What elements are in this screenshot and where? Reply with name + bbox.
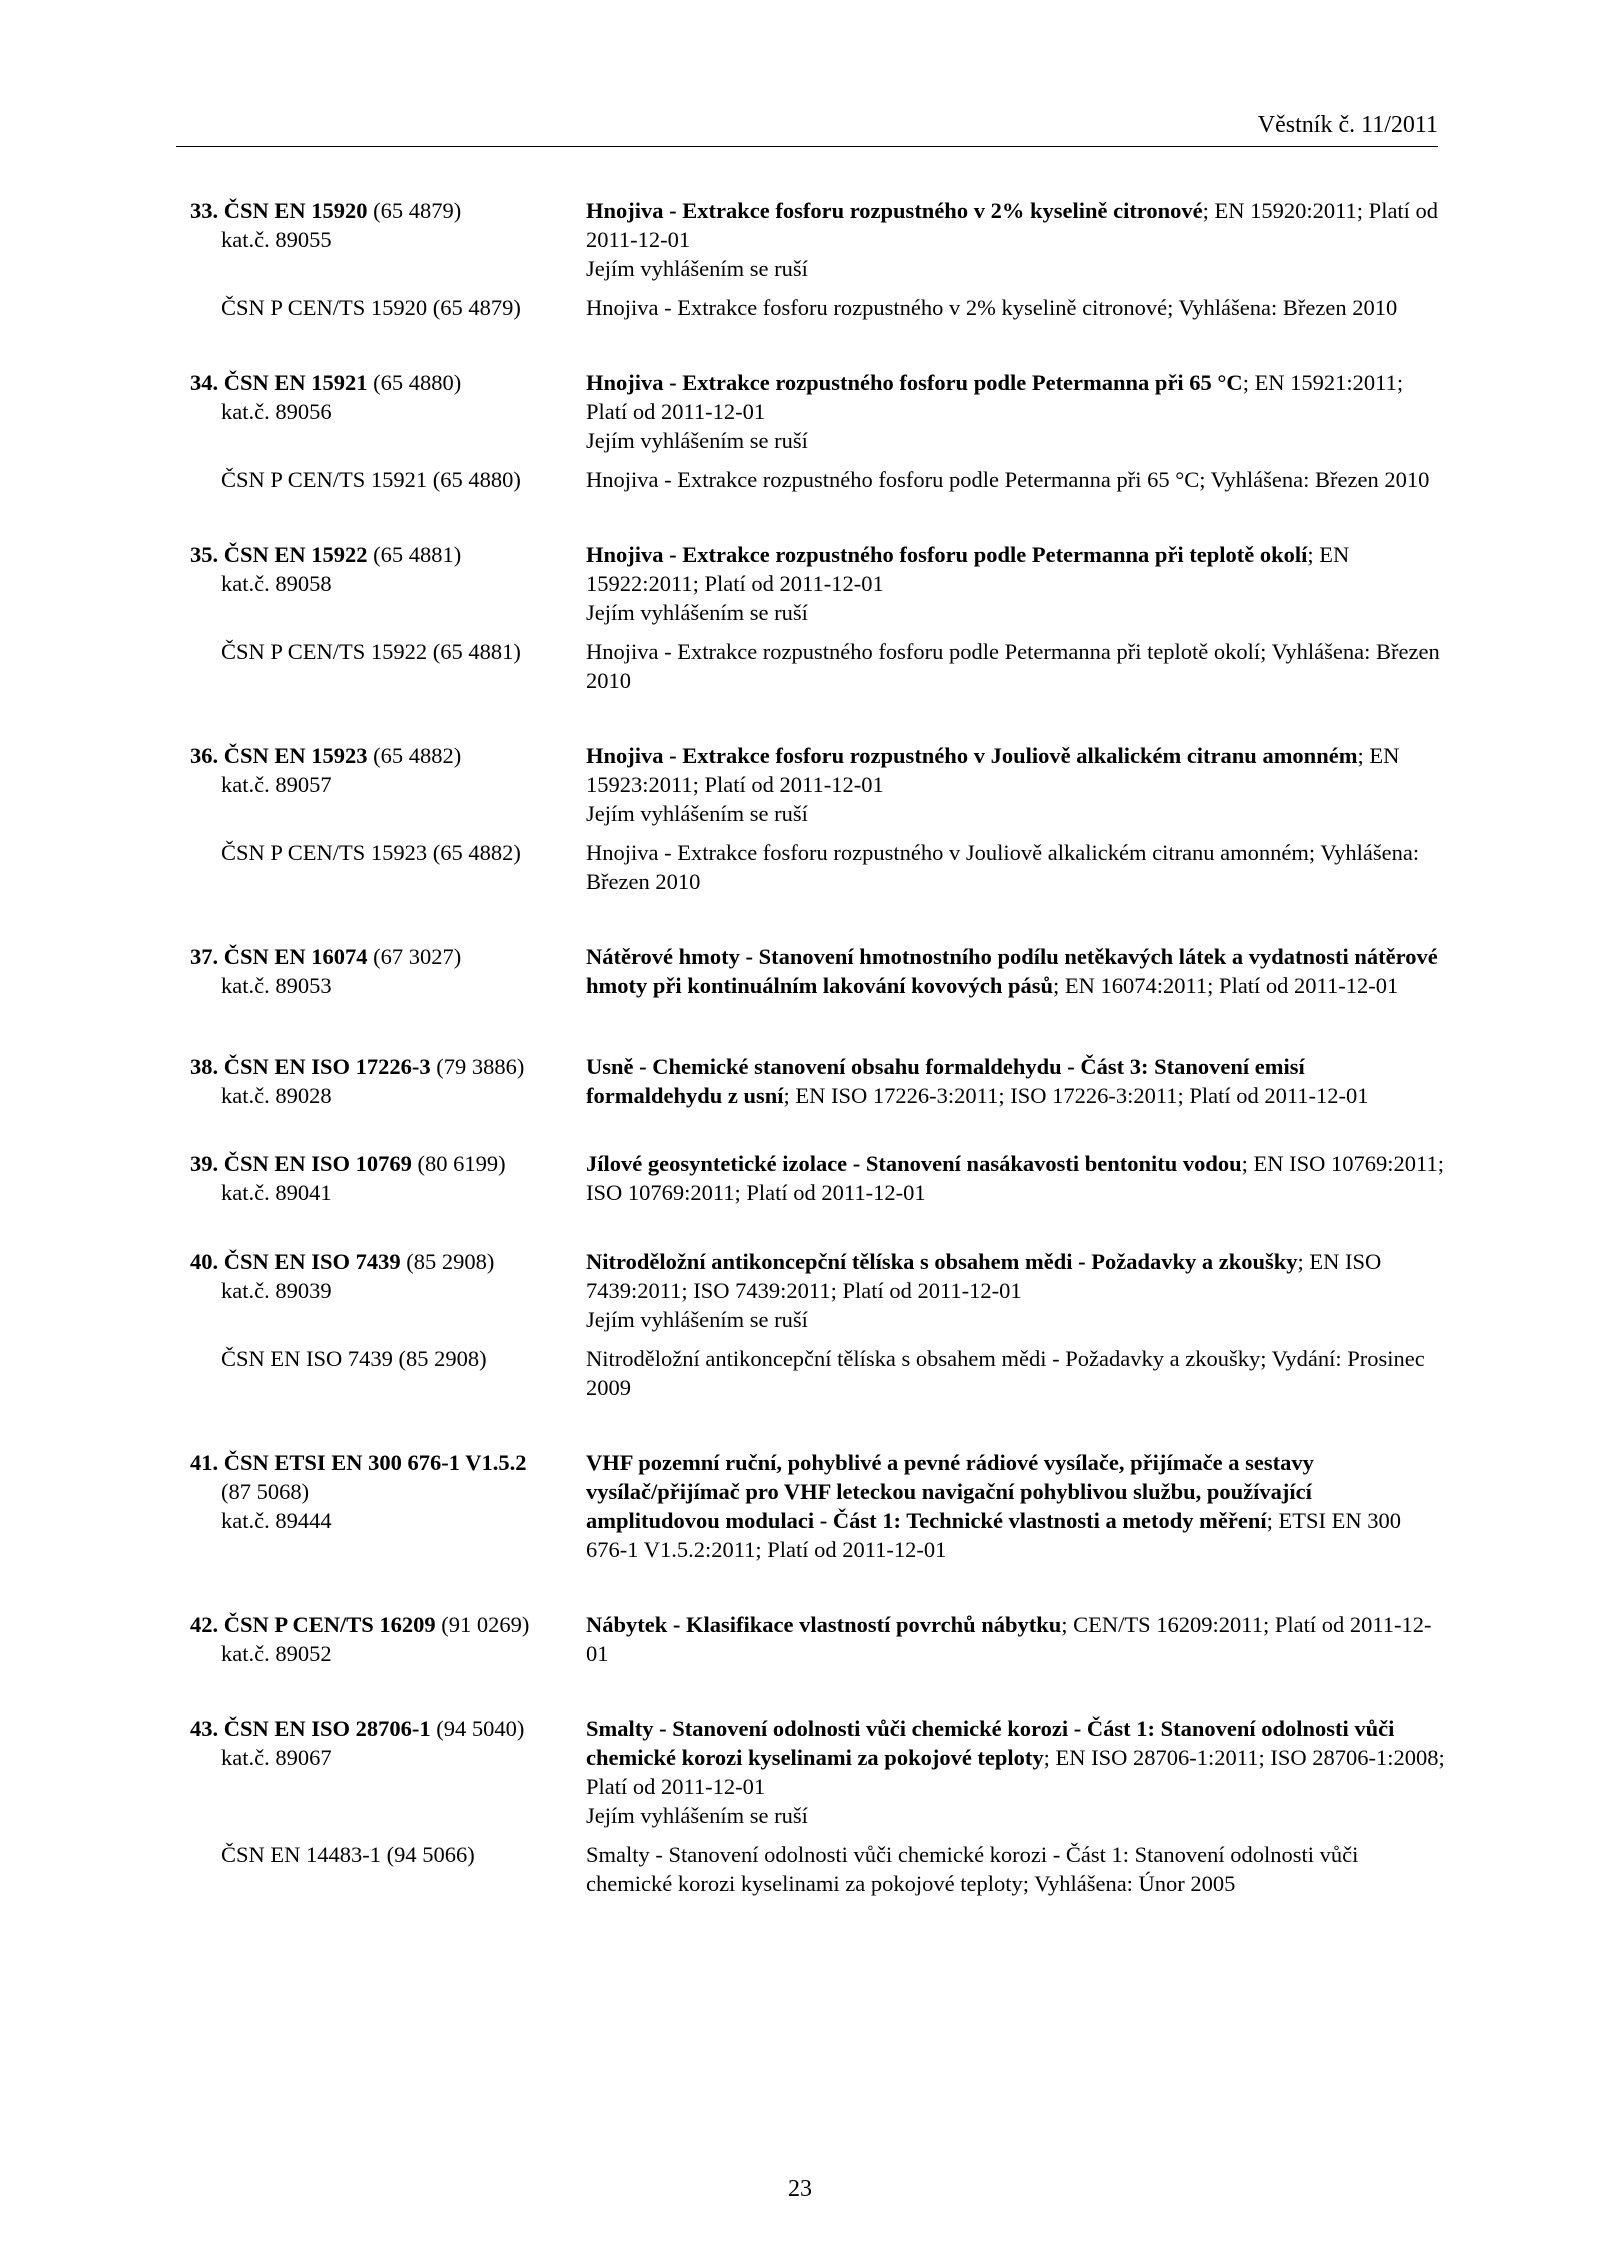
standard-code: ČSN EN 15920 <box>223 198 368 223</box>
entry-code-line <box>190 368 580 397</box>
standard-title <box>586 942 1446 1000</box>
standard-title-details: ; EN ISO 7439:2011; ISO 7439:2011; Platí od 2011-12-01 <box>586 1249 1382 1303</box>
entry-code-column <box>190 942 580 1000</box>
entry-number: 33. <box>190 198 219 223</box>
replaced-standard-code: ČSN P CEN/TS 15922 (65 4881) <box>221 639 521 664</box>
entry-code-column <box>190 1610 580 1668</box>
entry-number: 34. <box>190 370 219 395</box>
replaced-standard-code: ČSN P CEN/TS 15923 (65 4882) <box>221 840 521 865</box>
entry-main-row <box>0 368 1600 455</box>
catalog-number: kat.č. 89058 <box>221 571 332 596</box>
replaced-standard-code: ČSN EN ISO 7439 (85 2908) <box>221 1346 487 1371</box>
withdrawal-note: Jejím vyhlášením se ruší <box>586 1803 808 1828</box>
standard-title <box>586 1714 1446 1801</box>
standard-class-number: (80 6199) <box>411 1151 506 1176</box>
standard-title-details: ; EN ISO 28706-1:2011; ISO 28706-1:2008; Platí od 2011-12-01 <box>586 1745 1445 1799</box>
entry-main-row <box>0 1247 1600 1334</box>
standard-class-number: (65 4879) <box>367 198 462 223</box>
entry-main-row <box>0 1149 1600 1207</box>
standard-entry <box>0 1714 1600 1898</box>
entry-title-column <box>586 1610 1446 1668</box>
standard-title-bold: Nábytek - Klasifikace vlastností povrchů nábytku <box>586 1612 1062 1637</box>
standards-list <box>0 196 1600 1898</box>
catalog-number: kat.č. 89041 <box>221 1180 332 1205</box>
standard-class-number: (79 3886) <box>430 1054 525 1079</box>
standard-title <box>586 1247 1446 1305</box>
standard-code: ČSN P CEN/TS 16209 <box>223 1612 436 1637</box>
replaced-standard-text: Hnojiva - Extrakce fosforu rozpustného v 2% kyselině citronové; Vyhlášena: Březen 2010 <box>586 295 1398 320</box>
withdrawal-note: Jejím vyhlášením se ruší <box>586 256 808 281</box>
entry-number: 37. <box>190 944 219 969</box>
entry-title-column <box>586 368 1446 455</box>
entry-code-line <box>190 741 580 770</box>
entry-title-column <box>586 1052 1446 1110</box>
standard-title <box>586 1149 1446 1207</box>
catalog-number: kat.č. 89052 <box>221 1641 332 1666</box>
entry-code-column <box>190 1052 580 1110</box>
entry-title-column <box>586 942 1446 1000</box>
entry-code-column <box>190 741 580 799</box>
standard-entry <box>0 1448 1600 1564</box>
replaced-standard-row <box>0 1344 1600 1402</box>
replaced-standard-row <box>0 838 1600 896</box>
entry-code-column <box>190 1714 580 1772</box>
entry-code-column <box>190 196 580 254</box>
standard-title-bold: Hnojiva - Extrakce fosforu rozpustného v Jouliově alkalickém citranu amonném <box>586 743 1358 768</box>
standard-title-details: ; EN 15922:2011; Platí od 2011-12-01 <box>586 542 1350 596</box>
replaced-code-column <box>190 1840 580 1869</box>
catalog-number: kat.č. 89055 <box>221 227 332 252</box>
standard-code: ČSN EN ISO 7439 <box>223 1249 401 1274</box>
replaced-standard-text: Smalty - Stanovení odolnosti vůči chemické korozi - Část 1: Stanovení odolnosti vůči chemické korozi kyselinami za pokojové teploty; Vyhlášena: Únor 2005 <box>586 1842 1359 1896</box>
entry-code-line <box>190 540 580 569</box>
standard-title <box>586 741 1446 799</box>
entry-code-line <box>190 1052 580 1081</box>
standard-title <box>586 1052 1446 1110</box>
entry-code-line <box>190 1149 580 1178</box>
entry-main-row <box>0 741 1600 828</box>
entry-title-column <box>586 540 1446 627</box>
entry-code-line <box>190 942 580 971</box>
standard-title-bold: Smalty - Stanovení odolnosti vůči chemické korozi - Část 1: Stanovení odolnosti vůči chemické korozi kyselinami za pokojové teploty <box>586 1716 1395 1770</box>
standard-class-number: (85 2908) <box>400 1249 495 1274</box>
page-header <box>176 106 1438 147</box>
standard-title-details: ; EN 16074:2011; Platí od 2011-12-01 <box>1053 973 1399 998</box>
standard-title-bold: Nátěrové hmoty - Stanovení hmotnostního podílu netěkavých látek a vydatnosti nátěrové hmoty při kontinuálním lakování kovových pásů <box>586 944 1438 998</box>
standard-entry <box>0 1149 1600 1207</box>
withdrawal-note: Jejím vyhlášením se ruší <box>586 1307 808 1332</box>
entry-title-column <box>586 1714 1446 1830</box>
replaced-code-column <box>190 465 580 494</box>
replaced-standard-row <box>0 465 1600 494</box>
entry-number: 42. <box>190 1612 219 1637</box>
entry-main-row <box>0 196 1600 283</box>
entry-code-line <box>190 1247 580 1276</box>
standard-code: ČSN ETSI EN 300 676-1 V1.5.2 <box>223 1450 527 1475</box>
entry-main-row <box>0 1610 1600 1668</box>
entry-code-column <box>190 540 580 598</box>
entry-main-row <box>0 942 1600 1000</box>
withdrawal-note: Jejím vyhlášením se ruší <box>586 600 808 625</box>
catalog-number: kat.č. 89067 <box>221 1745 332 1770</box>
standard-code: ČSN EN 16074 <box>223 944 368 969</box>
entry-number: 41. <box>190 1450 219 1475</box>
replaced-standard-row <box>0 293 1600 322</box>
entry-code-line <box>190 1714 580 1743</box>
replaced-code-column <box>190 293 580 322</box>
standard-class-number: (94 5040) <box>430 1716 525 1741</box>
standard-entry <box>0 196 1600 322</box>
standard-code: ČSN EN 15921 <box>223 370 368 395</box>
standard-title-details: ; EN 15923:2011; Platí od 2011-12-01 <box>586 743 1400 797</box>
standard-title <box>586 1610 1446 1668</box>
entry-code-column <box>190 368 580 426</box>
entry-code-column <box>190 1448 580 1535</box>
entry-code-line <box>190 1610 580 1639</box>
replaced-code-column <box>190 637 580 666</box>
catalog-number: kat.č. 89056 <box>221 399 332 424</box>
standard-code: ČSN EN 15922 <box>223 542 368 567</box>
catalog-number: kat.č. 89028 <box>221 1083 332 1108</box>
standard-entry <box>0 741 1600 896</box>
entry-number: 43. <box>190 1716 219 1741</box>
withdrawal-note: Jejím vyhlášením se ruší <box>586 801 808 826</box>
standard-class-number: (65 4880) <box>367 370 462 395</box>
standard-title <box>586 540 1446 598</box>
standard-title-bold: Hnojiva - Extrakce rozpustného fosforu podle Petermanna při 65 °C <box>586 370 1243 395</box>
replaced-standard-text: Hnojiva - Extrakce fosforu rozpustného v Jouliově alkalickém citranu amonném; Vyhlášena: Březen 2010 <box>586 840 1420 894</box>
standard-class-number: (91 0269) <box>435 1612 530 1637</box>
entry-main-row <box>0 540 1600 627</box>
bulletin-title: Věstník č. 11/2011 <box>1257 112 1438 138</box>
standard-title-bold: Nitroděložní antikoncepční tělíska s obsahem mědi - Požadavky a zkoušky <box>586 1249 1298 1274</box>
entry-title-column <box>586 741 1446 828</box>
entry-number: 39. <box>190 1151 219 1176</box>
replaced-standard-row <box>0 637 1600 695</box>
entry-number: 36. <box>190 743 219 768</box>
entry-main-row <box>0 1714 1600 1830</box>
standard-entry <box>0 1052 1600 1110</box>
standard-title-bold: Hnojiva - Extrakce fosforu rozpustného v 2% kyselině citronové <box>586 198 1203 223</box>
standard-class-number: (65 4882) <box>367 743 462 768</box>
page-number: 23 <box>788 2176 812 2202</box>
replaced-standard-code: ČSN EN 14483-1 (94 5066) <box>221 1842 475 1867</box>
standard-title-bold: Usně - Chemické stanovení obsahu formaldehydu - Část 3: Stanovení emisí formaldehydu z usní <box>586 1054 1305 1108</box>
standard-title-details: ; EN 15921:2011; Platí od 2011-12-01 <box>586 370 1404 424</box>
catalog-number: kat.č. 89444 <box>221 1508 332 1533</box>
entry-main-row <box>0 1052 1600 1110</box>
standard-title-bold: VHF pozemní ruční, pohyblivé a pevné rádiové vysílače, přijímače a sestavy vysílač/přijímač pro VHF leteckou navigační pohyblivou službu, používající amplitudovou modulaci - Část 1: Technické vlastnosti a metody měření <box>586 1450 1314 1533</box>
standard-code: ČSN EN 15923 <box>223 743 368 768</box>
catalog-number: kat.č. 89053 <box>221 973 332 998</box>
standard-entry <box>0 1247 1600 1402</box>
standard-title <box>586 1448 1446 1564</box>
entry-code-column <box>190 1247 580 1305</box>
standard-class-number: (67 3027) <box>367 944 462 969</box>
standard-title-bold: Hnojiva - Extrakce rozpustného fosforu podle Petermanna při teplotě okolí <box>586 542 1308 567</box>
replaced-standard-text: Hnojiva - Extrakce rozpustného fosforu podle Petermanna při 65 °C; Vyhlášena: Březen 2010 <box>586 467 1430 492</box>
replaced-standard-text: Nitroděložní antikoncepční tělíska s obsahem mědi - Požadavky a zkoušky; Vydání: Prosinec 2009 <box>586 1346 1425 1400</box>
replaced-standard-row <box>0 1840 1600 1898</box>
entry-title-column <box>586 1149 1446 1207</box>
catalog-number: kat.č. 89039 <box>221 1278 332 1303</box>
standard-class-number: (65 4881) <box>367 542 462 567</box>
standard-entry <box>0 540 1600 695</box>
withdrawal-note: Jejím vyhlášením se ruší <box>586 428 808 453</box>
entry-title-column <box>586 196 1446 283</box>
standard-code: ČSN EN ISO 28706-1 <box>223 1716 431 1741</box>
standard-title-details: ; EN 15920:2011; Platí od 2011-12-01 <box>586 198 1439 252</box>
catalog-number: kat.č. 89057 <box>221 772 332 797</box>
replaced-code-column <box>190 1344 580 1373</box>
standard-entry <box>0 368 1600 494</box>
entry-code-column <box>190 1149 580 1207</box>
standard-title <box>586 196 1446 254</box>
replaced-code-column <box>190 838 580 867</box>
standard-entry <box>0 942 1600 1000</box>
standard-code: ČSN EN ISO 10769 <box>223 1151 412 1176</box>
standard-title-bold: Jílové geosyntetické izolace - Stanovení nasákavosti bentonitu vodou <box>586 1151 1242 1176</box>
entry-title-column <box>586 1448 1446 1564</box>
entry-code-line <box>190 1448 580 1477</box>
standard-title-details: ; EN ISO 10769:2011; ISO 10769:2011; Platí od 2011-12-01 <box>586 1151 1444 1205</box>
replaced-standard-code: ČSN P CEN/TS 15921 (65 4880) <box>221 467 521 492</box>
standard-entry <box>0 1610 1600 1668</box>
entry-code-line <box>190 196 580 225</box>
entry-number: 38. <box>190 1054 219 1079</box>
entry-title-column <box>586 1247 1446 1334</box>
standard-title-details: ; CEN/TS 16209:2011; Platí od 2011-12-01 <box>586 1612 1432 1666</box>
entry-number: 35. <box>190 542 219 567</box>
standard-code: ČSN EN ISO 17226-3 <box>223 1054 431 1079</box>
entry-main-row <box>0 1448 1600 1564</box>
standard-class-number-line: (87 5068) <box>221 1479 310 1504</box>
standard-title <box>586 368 1446 426</box>
standard-title-details: ; ETSI EN 300 676-1 V1.5.2:2011; Platí od 2011-12-01 <box>586 1508 1402 1562</box>
standard-title-details: ; EN ISO 17226-3:2011; ISO 17226-3:2011; Platí od 2011-12-01 <box>783 1083 1369 1108</box>
entry-number: 40. <box>190 1249 219 1274</box>
replaced-standard-text: Hnojiva - Extrakce rozpustného fosforu podle Petermanna při teplotě okolí; Vyhlášena: Březen 2010 <box>586 639 1440 693</box>
replaced-standard-code: ČSN P CEN/TS 15920 (65 4879) <box>221 295 521 320</box>
